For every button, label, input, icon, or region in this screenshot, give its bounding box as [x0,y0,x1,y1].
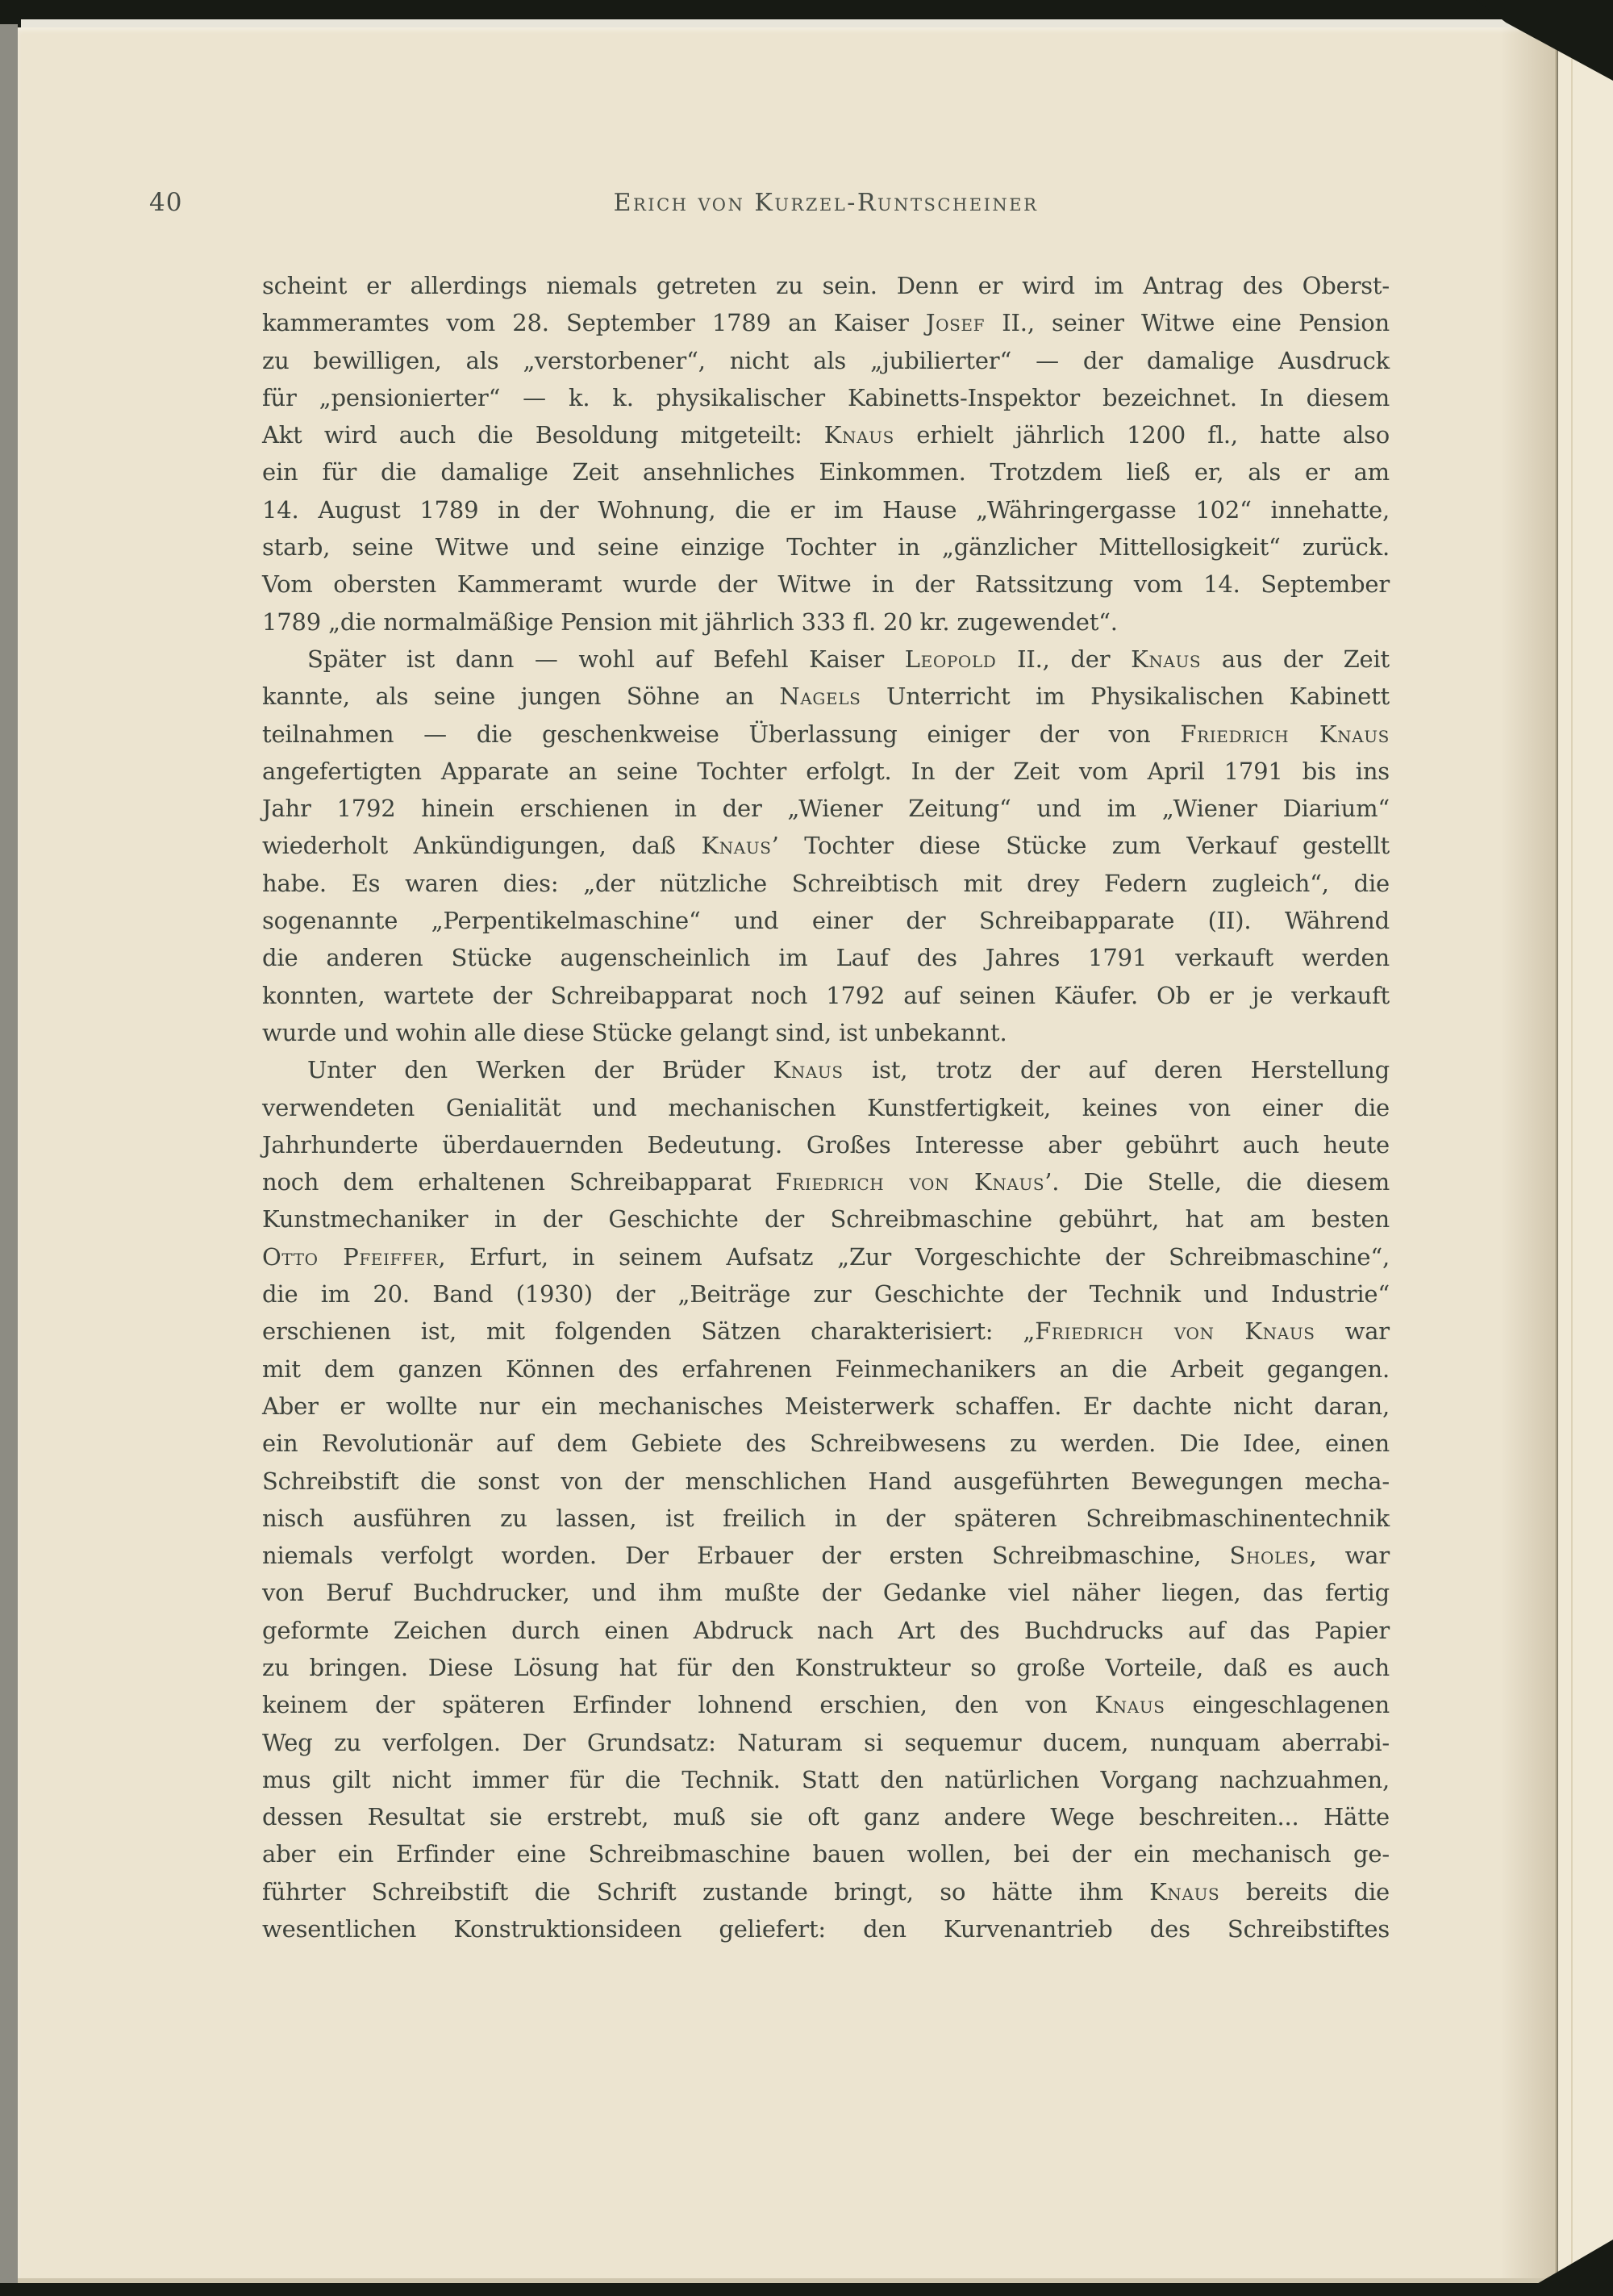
text-line: teilnahmen — die geschenkweise Überlassung einiger der von Friedrich Knaus [262,720,1390,748]
right-page-edge [1558,24,1613,2285]
left-page-edge-shadow [0,24,18,2285]
text-line: Später ist dann — wohl auf Befehl Kaiser Leopold II., der Knaus aus der Zeit [307,645,1390,673]
text-line: niemals verfolgt worden. Der Erbauer der ersten Schreibmaschine, Sholes, war [262,1542,1390,1570]
text-line: konnten, wartete der Schreibapparat noch 1792 auf seinen Käufer. Ob er je verkauft [262,981,1390,1009]
scan-bottom-black-bar [0,2283,1613,2296]
body-text [262,267,1390,1947]
text-line: wesentlichen Konstruktionsideen geliefert: den Kurvenantrieb des Schreibstiftes [262,1915,1390,1943]
text-line: Akt wird auch die Besoldung mitgeteilt: Knaus erhielt jährlich 1200 fl., hatte also [262,421,1390,449]
paragraph [262,641,1390,1051]
book-page [18,27,1557,2280]
text-line: zu bringen. Diese Lösung hat für den Konstrukteur so große Vorteile, daß es auch [262,1653,1390,1681]
text-line: 14. August 1789 in der Wohnung, die er im Hause „Währingergasse 102“ innehatte, [262,495,1390,524]
text-line: für „pensionierter“ — k. k. physikalischer Kabinetts-Inspektor bezeichnet. In diesem [262,383,1390,411]
paragraph [262,267,1390,641]
text-line: mit dem ganzen Können des erfahrenen Feinmechanikers an die Arbeit gegangen. [262,1355,1390,1383]
text-line: mus gilt nicht immer für die Technik. Statt den natürlichen Vorgang nachzuahmen, [262,1765,1390,1793]
text-line: habe. Es waren dies: „der nützliche Schreibtisch mit drey Federn zugleich“, die [262,869,1390,897]
text-line: Unter den Werken der Brüder Knaus ist, trotz der auf deren Herstellung [307,1056,1390,1084]
text-line: geformte Zeichen durch einen Abdruck nach Art des Buchdrucks auf das Papier [262,1616,1390,1644]
text-line: wiederholt Ankündigungen, daß Knaus’ Tochter diese Stücke zum Verkauf gestellt [262,832,1390,860]
text-line: dessen Resultat sie erstrebt, muß sie oft ganz andere Wege beschreiten... Hätte [262,1803,1390,1831]
text-line: Jahr 1792 hinein erschienen in der „Wiener Zeitung“ und im „Wiener Diarium“ [262,795,1390,823]
right-page-edge-line [1571,24,1573,2285]
text-line: aber ein Erfinder eine Schreibmaschine bauen wollen, bei der ein mechanisch ge- [262,1840,1390,1868]
text-line: führter Schreibstift die Schrift zustande bringt, so hätte ihm Knaus bereits die [262,1877,1390,1906]
scan-top-black-bar [0,0,1613,21]
text-line: erschienen ist, mit folgenden Sätzen charakterisiert: „Friedrich von Knaus war [262,1317,1390,1346]
text-line: Vom obersten Kammeramt wurde der Witwe in der Ratssitzung vom 14. September [262,570,1390,599]
text-line: ein für die damalige Zeit ansehnliches Einkommen. Trotzdem ließ er, als er am [262,458,1390,486]
text-line: keinem der späteren Erfinder lohnend erschien, den von Knaus eingeschlagenen [262,1691,1390,1719]
text-line: nisch ausführen zu lassen, ist freilich in der späteren Schreibmaschinentechnik [262,1504,1390,1532]
text-line: kannte, als seine jungen Söhne an Nagels Unterricht im Physikalischen Kabinett [262,683,1390,711]
page-gutter-shading [1500,27,1557,2280]
text-line: von Beruf Buchdrucker, und ihm mußte der Gedanke viel näher liegen, das fertig [262,1579,1390,1607]
text-line: verwendeten Genialität und mechanischen Kunstfertigkeit, keines von einer die [262,1093,1390,1121]
text-line: Aber er wollte nur ein mechanisches Meisterwerk schaffen. Er dachte nicht daran, [262,1392,1390,1420]
paragraph [262,1051,1390,1947]
text-line: sogenannte „Perpentikelmaschine“ und einer der Schreibapparate (II). Während [262,907,1390,935]
text-line: kammeramtes vom 28. September 1789 an Kaiser Josef II., seiner Witwe eine Pension [262,309,1390,337]
text-line: angefertigten Apparate an seine Tochter erfolgt. In der Zeit vom April 1791 bis ins [262,757,1390,785]
text-line: die anderen Stücke augenscheinlich im Lauf des Jahres 1791 verkauft werden [262,944,1390,972]
text-line: Otto Pfeiffer, Erfurt, in seinem Aufsatz „Zur Vorgeschichte der Schreibmaschine“, [262,1242,1390,1271]
text-line: starb, seine Witwe und seine einzige Tochter in „gänzlicher Mittellosigkeit“ zurück. [262,533,1390,561]
text-line: Weg zu verfolgen. Der Grundsatz: Naturam si sequemur ducem, nunquam aberrabi- [262,1728,1390,1756]
text-line: Jahrhunderte überdauernden Bedeutung. Großes Interesse aber gebührt auch heute [262,1130,1390,1158]
text-line: wurde und wohin alle diese Stücke gelangt sind, ist unbekannt. [262,1018,1007,1046]
text-line: scheint er allerdings niemals getreten zu sein. Denn er wird im Antrag des Oberst- [262,272,1390,299]
text-line: ein Revolutionär auf dem Gebiete des Schreibwesens zu werden. Die Idee, einen [262,1430,1390,1458]
text-line: zu bewilligen, als „verstorbener“, nicht als „jubilierter“ — der damalige Ausdruck [262,346,1390,374]
text-line: noch dem erhaltenen Schreibapparat Friedrich von Knaus’. Die Stelle, die diesem [262,1168,1390,1196]
running-header: Erich von Kurzel-Runtscheiner [613,189,1039,217]
page-number: 40 [149,188,183,217]
text-line: 1789 „die normalmäßige Pension mit jährlich 333 fl. 20 kr. zugewendet“. [262,607,1118,636]
text-line: Kunstmechaniker in der Geschichte der Schreibmaschine gebührt, hat am besten [262,1205,1390,1234]
text-line: Schreibstift die sonst von der menschlichen Hand ausgeführten Bewegungen mecha- [262,1467,1390,1495]
text-line: die im 20. Band (1930) der „Beiträge zur Geschichte der Technik und Industrie“ [262,1280,1390,1309]
